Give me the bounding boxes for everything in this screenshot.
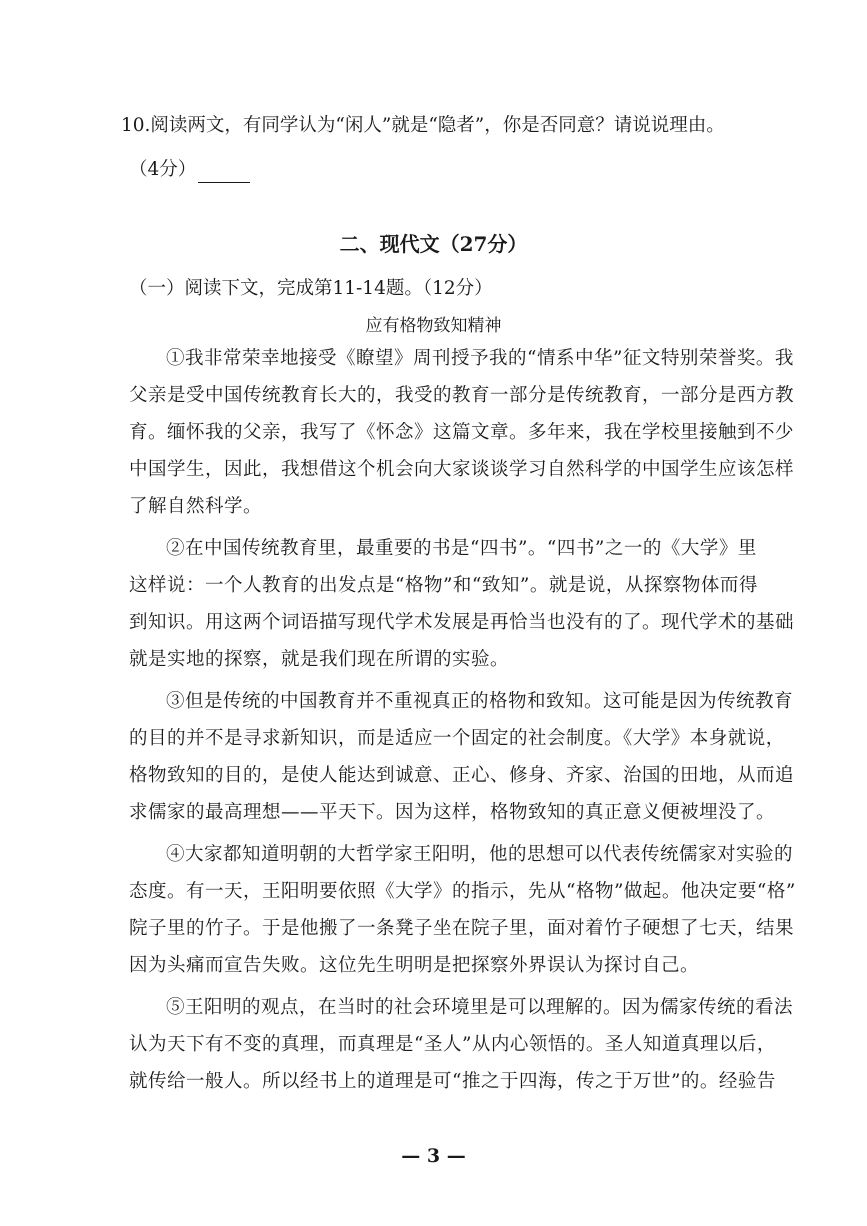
paragraph-2-line: 这样说：一个人教育的出发点是“格物”和“致知”。就是说，从探察物体而得 [129,575,758,596]
answer-blank[interactable] [198,162,250,183]
paragraph-5-line: ⑤王阳明的观点，在当时的社会环境里是可以理解的。因为儒家传统的看法 [166,997,794,1018]
paragraph-2-line: ②在中国传统教育里，最重要的书是“四书”。“四书”之一的《大学》里 [166,538,757,559]
reading-instructions: （一）阅读下文，完成第11-14题。（12分） [129,278,493,299]
paragraph-1-line: 了解自然科学。 [129,496,263,517]
paragraph-4-line: ④大家都知道明朝的大哲学家王阳明，他的思想可以代表传统儒家对实验的 [166,844,794,865]
paragraph-4-line: 态度。有一天，王阳明要依照《大学》的指示，先从“格物”做起。他决定要“格” [129,881,796,902]
paragraph-3-line: ③但是传统的中国教育并不重视真正的格物和致知。这可能是因为传统教育 [166,691,794,712]
paragraph-4-line: 院子里的竹子。于是他搬了一条凳子坐在院子里，面对着竹子硬想了七天，结果 [129,918,795,939]
question-10-score [129,157,250,183]
question-10-prompt: 10.阅读两文，有同学认为“闲人”就是“隐者”，你是否同意？请说说理由。 [121,115,725,136]
paragraph-1-line: 育。缅怀我的父亲，我写了《怀念》这篇文章。多年来，我在学校里接触到不少 [129,422,795,443]
paragraph-1-line: ①我非常荣幸地接受《瞭望》周刊授予我的“情系中华”征文特别荣誉奖。我 [166,348,794,369]
paragraph-2-line: 就是实地的探察，就是我们现在所谓的实验。 [129,649,510,670]
paragraph-3-line: 求儒家的最高理想——平天下。因为这样，格物致知的真正意义便被埋没了。 [129,802,776,823]
article-title: 应有格物致知精神 [365,316,502,336]
paragraph-2-line: 到知识。用这两个词语描写现代学术发展是再恰当也没有的了。现代学术的基础 [129,612,795,633]
question-10-score-label: （4分） [129,159,197,180]
paragraph-3-line: 的目的并不是寻求新知识，而是适应一个固定的社会制度。《大学》本身就说， [129,728,785,749]
paragraph-1-line: 中国学生，因此，我想借这个机会向大家谈谈学习自然科学的中国学生应该怎样 [129,459,795,480]
paragraph-4-line: 因为头痛而宣告失败。这位先生明明是把探察外界误认为探讨自己。 [129,955,700,976]
paragraph-5-line: 就传给一般人。所以经书上的道理是可“推之于四海，传之于万世”的。经验告 [129,1071,776,1092]
paragraph-5-line: 认为天下有不变的真理，而真理是“圣人”从内心领悟的。圣人知道真理以后， [129,1034,776,1055]
paragraph-1-line: 父亲是受中国传统教育长大的，我受的教育一部分是传统教育，一部分是西方教 [129,385,795,406]
section-title: 二、现代文（27分） [339,232,528,256]
page-number: — 3 — [401,1145,466,1167]
paragraph-3-line: 格物致知的目的，是使人能达到诚意、正心、修身、齐家、治国的田地，从而追 [129,765,795,786]
